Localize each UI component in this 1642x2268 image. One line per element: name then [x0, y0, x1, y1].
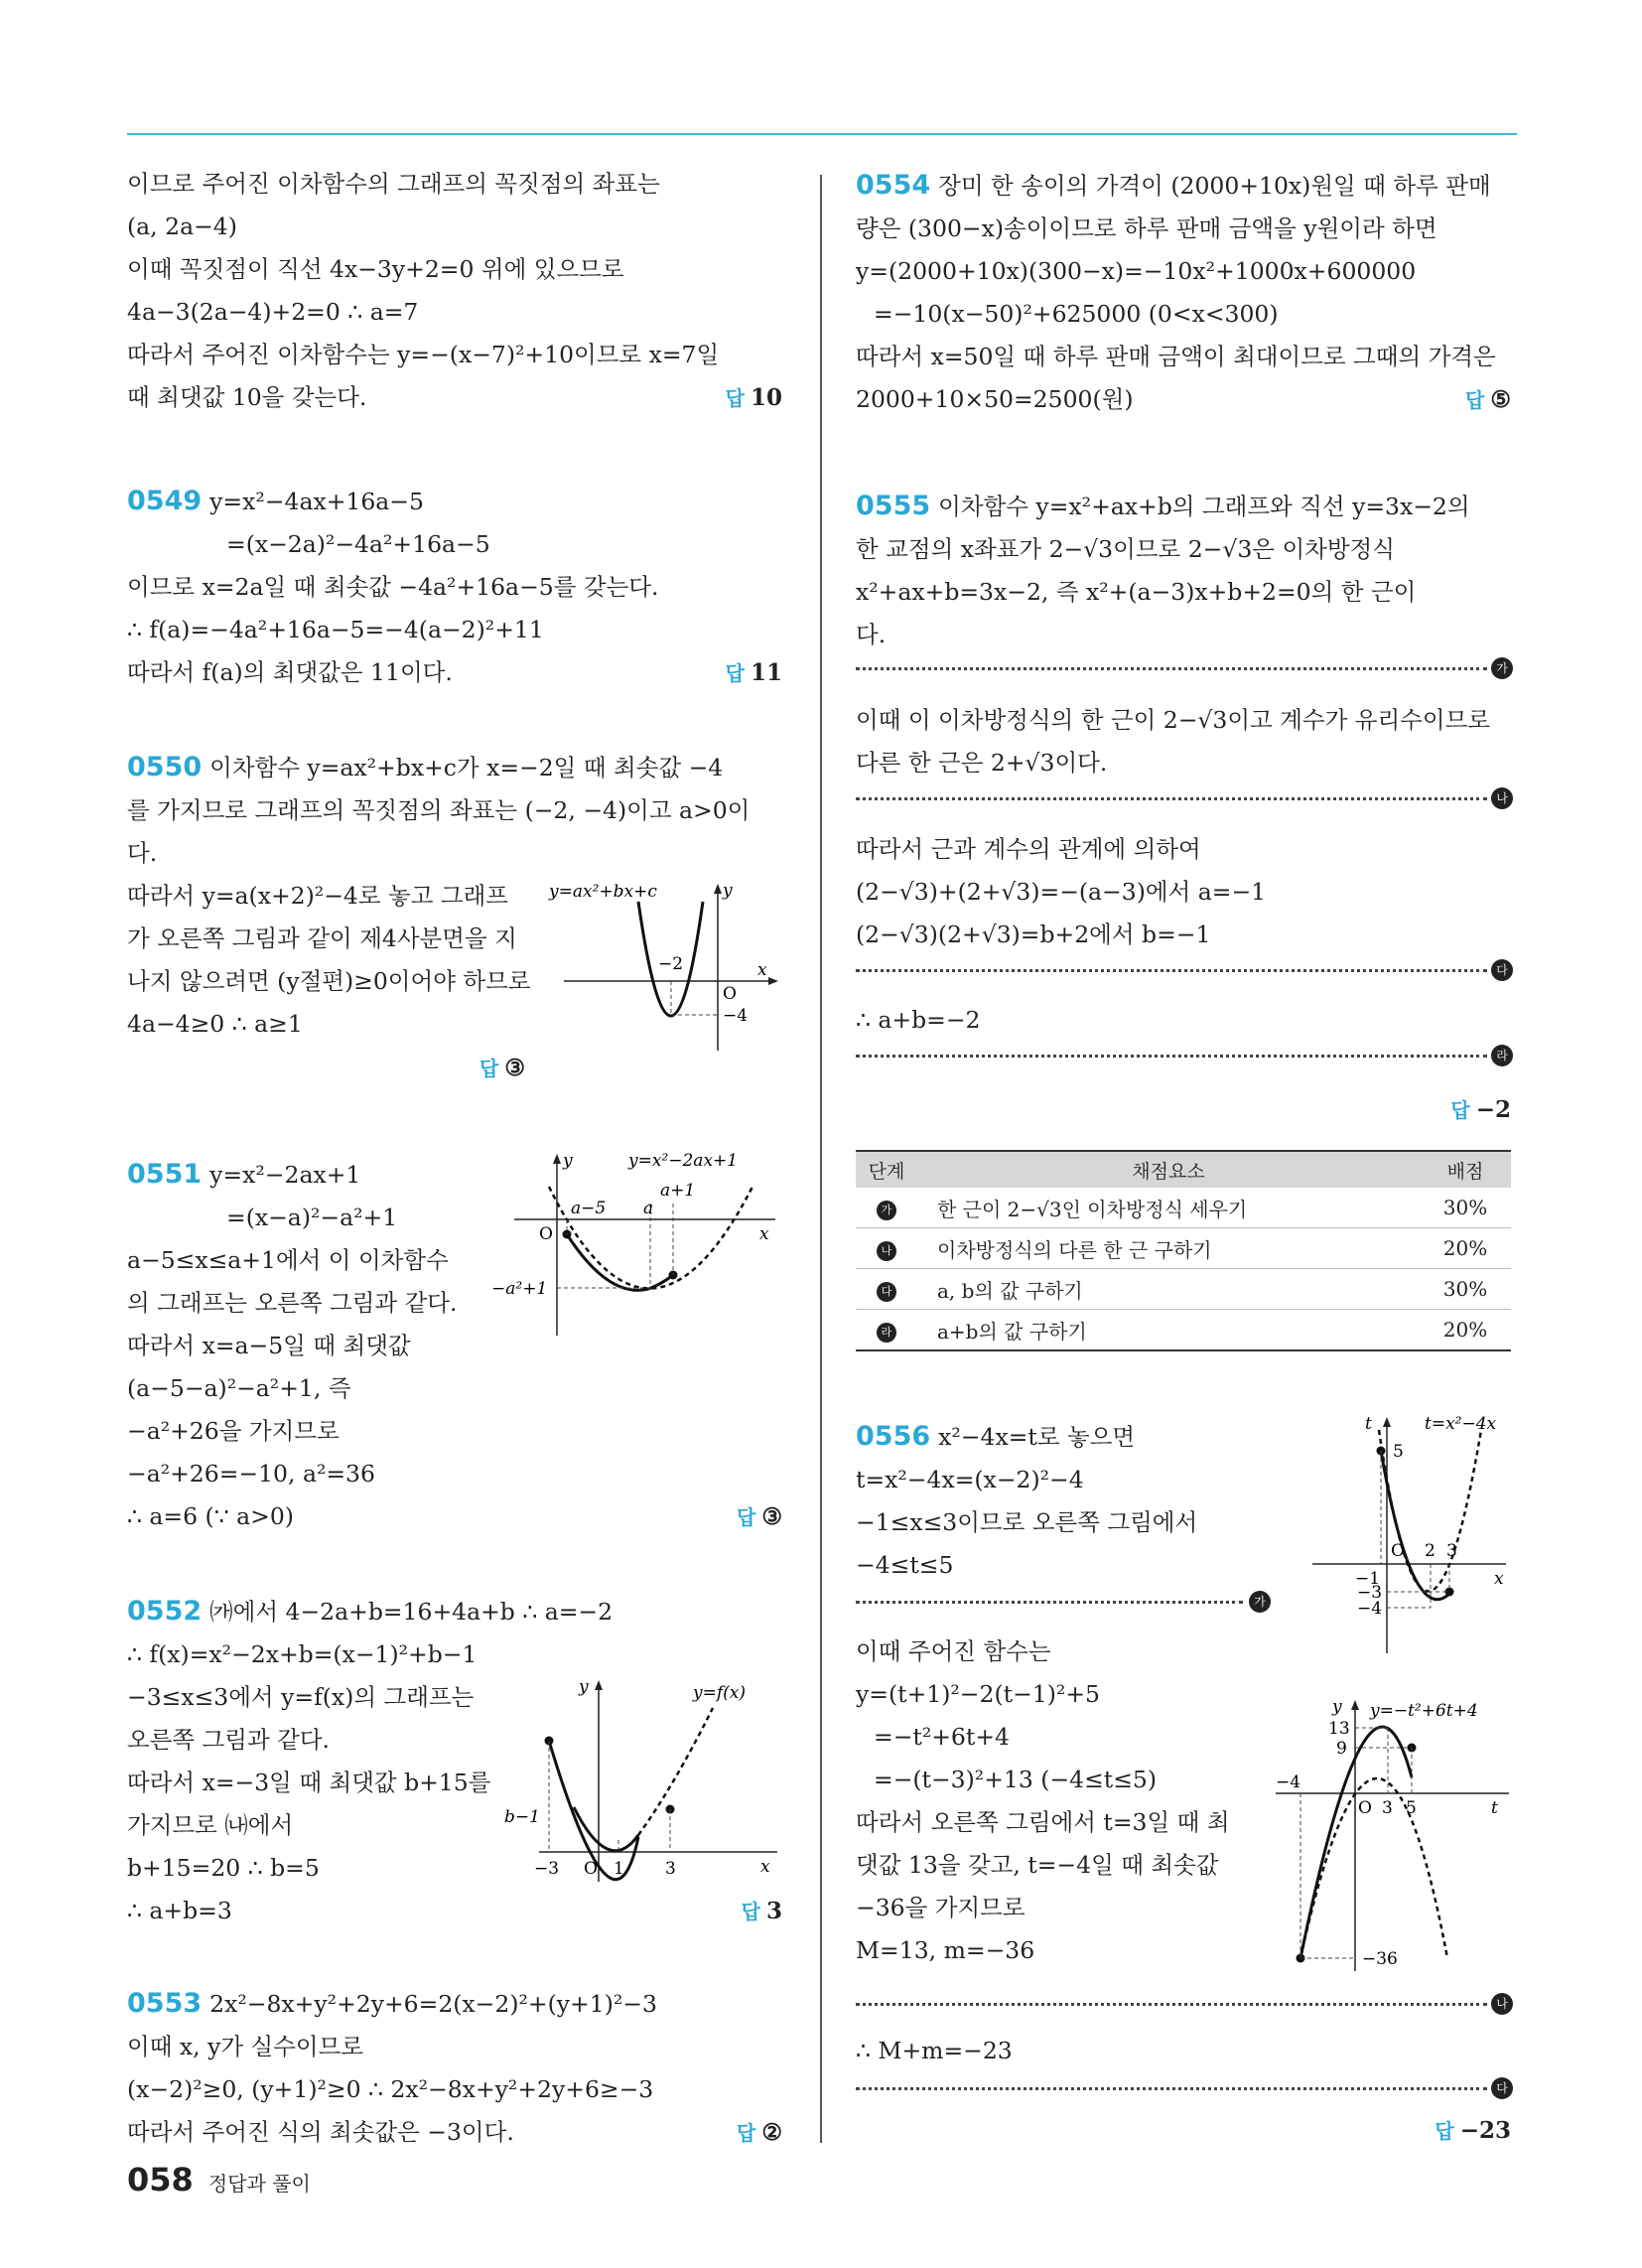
text-line: 따라서 f(a)의 최댓값은 11이다. [127, 658, 453, 686]
text-line: 량은 (300−x)송이이므로 하루 판매 금액을 y원이라 하면 [856, 214, 1437, 242]
graph-eq: y=x²−2ax+1 [628, 1151, 739, 1171]
text-line: 댓값 13을 갖고, t=−4일 때 최솟값 [856, 1851, 1219, 1879]
axis-y: y [579, 1677, 589, 1697]
text-line: 다. [127, 839, 158, 867]
text-line: 이때 x, y가 실수이므로 [127, 2033, 364, 2060]
table-cell: 이차방정식의 다른 한 근 구하기 [917, 1228, 1420, 1269]
step-marker: 다 [1491, 2077, 1513, 2099]
text-line: b+15=20 ∴ b=5 [127, 1854, 320, 1882]
tick-label: −1 [1355, 1569, 1381, 1589]
table-cell: 한 근이 2−√3인 이차방정식 세우기 [917, 1188, 1420, 1228]
text-line: 따라서 x=a−5일 때 최댓값 [127, 1332, 411, 1359]
origin: O [723, 984, 737, 1004]
step-badge: 나 [877, 1241, 896, 1261]
text-line: 따라서 주어진 이차함수는 y=−(x−7)²+10이므로 x=7일 [127, 341, 720, 368]
axis-y: y [723, 881, 733, 901]
table-header: 채점요소 [917, 1151, 1420, 1188]
text-line: =−10(x−50)²+625000 (0<x<300) [874, 300, 1279, 328]
table-header: 단계 [856, 1151, 917, 1188]
problem-0551: 0551 y=x²−2ax+1 [127, 1159, 361, 1190]
text-line: =−t²+6t+4 [874, 1723, 1010, 1751]
tick-label: 1 [614, 1859, 624, 1879]
problem-0549: 0549 y=x²−4ax+16a−5 [127, 486, 424, 516]
answer: 답 ⑤ [1465, 386, 1511, 413]
graph-eq: y=ax²+bx+c [549, 882, 657, 902]
text-line: 따라서 근과 계수의 관계에 의하여 [856, 835, 1201, 863]
top-rule [127, 133, 1517, 135]
table-cell: 30% [1420, 1188, 1511, 1228]
table-row [856, 1310, 1511, 1351]
answer: 답 −2 [1450, 1096, 1511, 1123]
text-line: 2000+10×50=2500(원) [856, 385, 1134, 413]
text-line: 이때 이 이차방정식의 한 근이 2−√3이고 계수가 유리수이므로 [856, 706, 1490, 734]
text-line: 따라서 x=50일 때 하루 판매 금액이 최대이므로 그때의 가격은 [856, 343, 1496, 370]
graph-0550 [549, 881, 782, 1061]
tick-label: −4 [723, 1006, 749, 1026]
text-line: ∴ a=6 (∵ a>0) [127, 1502, 294, 1530]
dotted-separator [856, 2087, 1487, 2090]
text-line: −a²+26을 가지므로 [127, 1417, 340, 1445]
text-line: ∴ a+b=3 [127, 1897, 232, 1924]
text-line: (a−5−a)²−a²+1, 즉 [127, 1374, 351, 1402]
graph-eq: t=x²−4x [1425, 1414, 1497, 1434]
text-line: =−(t−3)²+13 (−4≤t≤5) [874, 1766, 1158, 1793]
table-row [856, 1228, 1511, 1269]
problem-0553: 0553 2x²−8x+y²+2y+6=2(x−2)²+(y+1)²−3 [127, 1988, 657, 2019]
dotted-separator [856, 969, 1487, 972]
text-line: y=(2000+10x)(300−x)=−10x²+1000x+600000 [856, 257, 1417, 285]
text-line: 이때 꼭짓점이 직선 4x−3y+2=0 위에 있으므로 [127, 255, 624, 283]
step-marker: 나 [1491, 1993, 1513, 2015]
text-line: 가 오른쪽 그림과 같이 제4사분면을 지 [127, 924, 517, 952]
table-cell: 20% [1420, 1310, 1511, 1351]
text-line: 를 가지므로 그래프의 꼭짓점의 좌표는 (−2, −4)이고 a>0이 [127, 796, 751, 824]
text-line: M=13, m=−36 [856, 1936, 1035, 1964]
column-divider [820, 175, 822, 2143]
tick-label: 13 [1328, 1719, 1350, 1739]
text-line: 이므로 주어진 이차함수의 그래프의 꼭짓점의 좌표는 [127, 170, 660, 198]
text-line: 의 그래프는 오른쪽 그림과 같다. [127, 1289, 458, 1317]
text-line: −36을 가지므로 [856, 1894, 1026, 1921]
answer: 답 10 [725, 384, 782, 411]
text-line: 4a−3(2a−4)+2=0 ∴ a=7 [127, 298, 419, 326]
axis-t: t [1365, 1414, 1372, 1434]
text-line: x²+ax+b=3x−2, 즉 x²+(a−3)x+b+2=0의 한 근이 [856, 578, 1417, 606]
table-row [856, 1269, 1511, 1310]
tick-label: −3 [1357, 1583, 1383, 1603]
tick-label: a [643, 1199, 654, 1218]
graph-eq: y=f(x) [693, 1683, 746, 1703]
tick-label: 3 [1382, 1798, 1393, 1818]
text-line: ∴ f(x)=x²−2x+b=(x−1)²+b−1 [127, 1640, 478, 1668]
problem-0555: 0555 이차함수 y=x²+ax+b의 그래프와 직선 y=3x−2의 [856, 491, 1470, 521]
axis-x: x [760, 1857, 770, 1877]
graph-eq: y=−t²+6t+4 [1370, 1701, 1478, 1721]
text-line: ∴ a+b=−2 [856, 1006, 981, 1034]
page-footer [127, 2161, 311, 2198]
text-line: 한 교점의 x좌표가 2−√3이므로 2−√3은 이차방정식 [856, 535, 1395, 563]
text-line: (2−√3)(2+√3)=b+2에서 b=−1 [856, 921, 1211, 948]
text-line: ∴ M+m=−23 [856, 2037, 1013, 2064]
text-line: 오른쪽 그림과 같다. [127, 1726, 331, 1754]
answer: 답 11 [725, 659, 782, 686]
answer: 답 ③ [737, 1503, 782, 1530]
step-badge: 가 [877, 1201, 896, 1220]
text-line: (2−√3)+(2+√3)=−(a−3)에서 a=−1 [856, 878, 1267, 906]
step-marker: 가 [1249, 1591, 1271, 1613]
dotted-separator [856, 667, 1487, 670]
problem-0554: 0554 장미 한 송이의 가격이 (2000+10x)원일 때 하루 판매 [856, 170, 1491, 201]
text-line: 따라서 주어진 식의 최솟값은 −3이다. [127, 2118, 514, 2146]
text-line: 나지 않으려면 (y절편)≥0이어야 하므로 [127, 967, 531, 995]
answer: 답 ② [737, 2119, 782, 2146]
text-line: =(x−a)²−a²+1 [226, 1204, 398, 1231]
text-line: 이때 주어진 함수는 [856, 1637, 1051, 1665]
dotted-separator [856, 1055, 1487, 1058]
page-number: 058 [127, 2161, 194, 2198]
axis-y: y [1332, 1697, 1342, 1717]
axis-x: x [759, 1224, 769, 1244]
problem-0550: 0550 이차함수 y=ax²+bx+c가 x=−2일 때 최솟값 −4 [127, 752, 724, 782]
tick-label: −a²+1 [491, 1279, 548, 1299]
text-line: 4a−4≥0 ∴ a≥1 [127, 1010, 303, 1038]
table-cell: 30% [1420, 1269, 1511, 1310]
tick-label: b−1 [504, 1807, 540, 1827]
step-marker: 가 [1491, 657, 1513, 679]
axis-x: x [1494, 1569, 1504, 1589]
tick-label: 2 [1425, 1541, 1436, 1561]
answer: 답 ③ [479, 1055, 525, 1081]
origin: O [584, 1859, 598, 1879]
graph-0556-y [1271, 1698, 1519, 1981]
tick-label: −36 [1362, 1949, 1398, 1969]
text-line: a−5≤x≤a+1에서 이 이차함수 [127, 1246, 449, 1274]
page-title: 정답과 풀이 [207, 2172, 311, 2196]
text-line: 때 최댓값 10을 갖는다. [127, 383, 367, 411]
dotted-separator [856, 797, 1487, 800]
step-badge: 라 [877, 1323, 896, 1343]
text-line: 이므로 x=2a일 때 최솟값 −4a²+16a−5를 갖는다. [127, 573, 659, 601]
text-line: 따라서 오른쪽 그림에서 t=3일 때 최 [856, 1808, 1230, 1836]
tick-label: 3 [665, 1859, 676, 1879]
text-line: ∴ f(a)=−4a²+16a−5=−4(a−2)²+11 [127, 616, 544, 643]
text-line: 다. [856, 621, 887, 648]
text-line: y=(t+1)²−2(t−1)²+5 [856, 1680, 1100, 1708]
origin: O [1391, 1541, 1405, 1561]
tick-label: 9 [1336, 1739, 1347, 1759]
tick-label: 3 [1446, 1541, 1457, 1561]
text-line: −3≤x≤3에서 y=f(x)의 그래프는 [127, 1683, 475, 1711]
axis-x: x [757, 960, 767, 980]
graph-0556-t [1307, 1415, 1516, 1663]
dotted-separator [856, 1601, 1243, 1604]
text-line: 다른 한 근은 2+√3이다. [856, 749, 1108, 777]
step-marker: 다 [1491, 959, 1513, 981]
axis-y: y [563, 1151, 573, 1171]
answer: 답 3 [741, 1898, 782, 1924]
problem-0552: 0552 ㈎에서 4−2a+b=16+4a+b ∴ a=−2 [127, 1596, 614, 1627]
tick-label: 5 [1406, 1798, 1417, 1818]
scoring-table [856, 1150, 1511, 1351]
tick-label: −2 [658, 954, 684, 974]
step-marker: 라 [1491, 1045, 1513, 1066]
table-header: 배점 [1420, 1151, 1511, 1188]
answer: 답 −23 [1435, 2117, 1511, 2144]
text-line: −a²+26=−10, a²=36 [127, 1460, 375, 1488]
origin: O [1358, 1798, 1372, 1818]
axis-t: t [1491, 1798, 1498, 1818]
text-line: −4≤t≤5 [856, 1551, 954, 1579]
text-line: =(x−2a)²−4a²+16a−5 [226, 530, 490, 558]
text-line: (x−2)²≥0, (y+1)²≥0 ∴ 2x²−8x+y²+2y+6≥−3 [127, 2075, 654, 2103]
text-line: 가지므로 ㈏에서 [127, 1811, 294, 1839]
text-line: 따라서 y=a(x+2)²−4로 놓고 그래프 [127, 882, 508, 910]
text-line: 따라서 x=−3일 때 최댓값 b+15를 [127, 1769, 491, 1796]
table-cell: a+b의 값 구하기 [917, 1310, 1420, 1351]
table-cell: 20% [1420, 1228, 1511, 1269]
graph-0552 [504, 1677, 782, 1892]
step-badge: 다 [877, 1282, 896, 1302]
problem-0556: 0556 x²−4x=t로 놓으면 [856, 1421, 1136, 1452]
table-row [856, 1188, 1511, 1228]
tick-label: a−5 [571, 1199, 607, 1218]
dotted-separator [856, 2003, 1487, 2006]
step-marker: 나 [1491, 787, 1513, 809]
tick-label: 5 [1393, 1442, 1404, 1462]
tick-label: −3 [534, 1859, 560, 1879]
table-cell: a, b의 값 구하기 [917, 1269, 1420, 1310]
tick-label: a+1 [660, 1181, 696, 1201]
origin: O [539, 1224, 553, 1244]
graph-0551 [491, 1151, 782, 1346]
text-line: −1≤x≤3이므로 오른쪽 그림에서 [856, 1508, 1198, 1536]
tick-label: −4 [1357, 1599, 1383, 1619]
tick-label: −4 [1276, 1772, 1301, 1792]
text-line: (a, 2a−4) [127, 213, 237, 240]
text-line: t=x²−4x=(x−2)²−4 [856, 1466, 1084, 1493]
